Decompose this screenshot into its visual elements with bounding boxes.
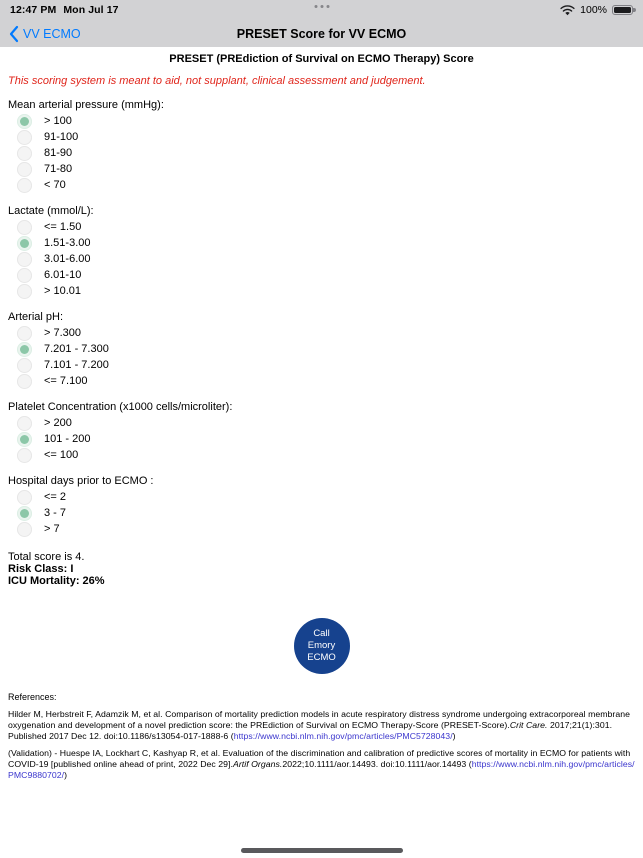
radio-icon[interactable]	[17, 522, 32, 537]
back-chevron-icon	[8, 25, 19, 43]
radio-option[interactable]	[0, 447, 643, 463]
icu-mortality-text: ICU Mortality: 26%	[8, 575, 105, 587]
references-heading: References:	[8, 692, 57, 702]
radio-selected-icon[interactable]	[17, 236, 32, 251]
reference-text: )	[452, 730, 456, 741]
radio-option-label: 1.51-3.00	[44, 237, 91, 249]
radio-icon[interactable]	[17, 448, 32, 463]
reference-link[interactable]: https://www.ncbi.nlm.nih.gov/pmc/articles/PMC9880702/	[8, 759, 635, 780]
radio-selected-icon[interactable]	[17, 114, 32, 129]
radio-option[interactable]	[0, 113, 643, 129]
reference-text: Hilder M, Herbstreit F, Adamzik M, et al. Comparison of mortality prediction models in acute respiratory distress syndrome undergoing extracorporeal membrane oxygenation and development of a novel prediction score: the PREdiction of Survival on ECMO Therapy-Score (PRESET-Score).	[8, 709, 631, 730]
back-button-label: VV ECMO	[23, 26, 81, 41]
radio-option[interactable]	[0, 325, 643, 341]
clock-time: 12:47 PM	[10, 4, 57, 16]
radio-group-mean-arterial-pressure	[0, 99, 643, 193]
multitasking-dots-icon	[314, 5, 329, 8]
radio-option[interactable]	[0, 145, 643, 161]
clock-date: Mon Jul 17	[63, 4, 119, 16]
radio-option[interactable]	[0, 161, 643, 177]
top-chrome	[0, 0, 643, 47]
call-button-line: Call	[313, 628, 330, 639]
radio-option-label: > 200	[44, 417, 72, 429]
radio-option-label: 3 - 7	[44, 507, 67, 519]
total-score-text: Total score is 4.	[8, 551, 85, 563]
radio-option-label: > 100	[44, 115, 72, 127]
nav-title: PRESET Score for VV ECMO	[236, 26, 407, 41]
radio-group-lactate	[0, 205, 643, 299]
radio-option-label: 91-100	[44, 131, 79, 143]
reference-text: (Validation) - Huespe IA, Lockhart C, Kashyap R, et al. Evaluation of the discrimination and calibration of predictive scores of mortality in ECMO for patients with COVID-19 [published online ahead of print, 2022 Dec 29].	[8, 748, 631, 770]
radio-option-label: > 10.01	[44, 285, 82, 297]
radio-option-label: <= 2	[44, 491, 67, 503]
battery-percent: 100%	[580, 4, 607, 16]
radio-icon[interactable]	[17, 252, 32, 267]
radio-option[interactable]	[0, 267, 643, 283]
group-label: Platelet Concentration (x1000 cells/microliter):	[8, 401, 233, 413]
radio-option-label: 6.01-10	[44, 269, 82, 281]
battery-icon	[612, 5, 633, 16]
score-results	[8, 551, 635, 587]
navigation-bar	[0, 20, 643, 47]
radio-group-platelet-concentration	[0, 401, 643, 463]
radio-option[interactable]	[0, 489, 643, 505]
radio-selected-icon[interactable]	[17, 432, 32, 447]
reference-item	[8, 748, 635, 780]
reference-text: )	[64, 769, 68, 780]
radio-option-label: 7.201 - 7.300	[44, 343, 109, 355]
radio-option-label: 3.01-6.00	[44, 253, 91, 265]
radio-option[interactable]	[0, 283, 643, 299]
radio-icon[interactable]	[17, 162, 32, 177]
radio-selected-icon[interactable]	[17, 506, 32, 521]
risk-class-text: Risk Class: I	[8, 563, 74, 575]
call-emory-ecmo-button[interactable]	[294, 618, 350, 674]
group-label: Arterial pH:	[8, 311, 64, 323]
radio-option-label: 81-90	[44, 147, 73, 159]
radio-option[interactable]	[0, 219, 643, 235]
radio-option[interactable]	[0, 373, 643, 389]
radio-option-label: <= 100	[44, 449, 79, 461]
wifi-icon	[560, 5, 575, 16]
radio-icon[interactable]	[17, 358, 32, 373]
radio-option[interactable]	[0, 505, 643, 521]
reference-journal: Crit Care.	[509, 719, 548, 730]
radio-selected-icon[interactable]	[17, 342, 32, 357]
radio-option[interactable]	[0, 177, 643, 193]
group-label: Lactate (mmol/L):	[8, 205, 94, 217]
disclaimer-text: This scoring system is meant to aid, not supplant, clinical assessment and judgement.	[8, 75, 426, 87]
main-content	[0, 47, 643, 781]
radio-option[interactable]	[0, 251, 643, 267]
radio-icon[interactable]	[17, 490, 32, 505]
call-button-line: ECMO	[307, 652, 336, 663]
radio-icon[interactable]	[17, 284, 32, 299]
radio-option[interactable]	[0, 415, 643, 431]
page-title: PRESET (PREdiction of Survival on ECMO Therapy) Score	[169, 53, 474, 65]
reference-link[interactable]: https://www.ncbi.nlm.nih.gov/pmc/articles/PMC5728043/	[233, 730, 453, 741]
reference-item	[8, 709, 635, 741]
radio-icon[interactable]	[17, 374, 32, 389]
radio-option-label: 7.101 - 7.200	[44, 359, 109, 371]
radio-option[interactable]	[0, 431, 643, 447]
radio-option-label: < 70	[44, 179, 66, 191]
home-indicator[interactable]	[241, 848, 403, 853]
reference-text: 2017;21(1):301. Published 2017 Dec 12. doi:10.1186/s13054-017-1888-6 (	[8, 719, 613, 741]
radio-icon[interactable]	[17, 130, 32, 145]
radio-icon[interactable]	[17, 220, 32, 235]
reference-text: 2022;10.1111/aor.14493. doi:10.1111/aor.14493 (	[282, 759, 472, 770]
radio-option[interactable]	[0, 341, 643, 357]
radio-option[interactable]	[0, 521, 643, 537]
radio-group-arterial-ph	[0, 311, 643, 389]
radio-option-label: 101 - 200	[44, 433, 91, 445]
radio-option[interactable]	[0, 235, 643, 251]
radio-icon[interactable]	[17, 178, 32, 193]
group-label: Hospital days prior to ECMO :	[8, 475, 154, 487]
radio-option-label: > 7.300	[44, 327, 82, 339]
status-bar	[0, 0, 643, 20]
radio-icon[interactable]	[17, 146, 32, 161]
radio-icon[interactable]	[17, 326, 32, 341]
radio-option[interactable]	[0, 129, 643, 145]
call-button-line: Emory	[307, 640, 336, 651]
radio-option-label: 71-80	[44, 163, 73, 175]
radio-option-label: <= 7.100	[44, 375, 88, 387]
radio-option-label: > 7	[44, 523, 60, 535]
reference-journal: Artif Organs.	[232, 759, 283, 770]
radio-option[interactable]	[0, 357, 643, 373]
group-label: Mean arterial pressure (mmHg):	[8, 99, 164, 111]
references-section	[8, 692, 635, 781]
back-button[interactable]	[0, 25, 81, 43]
radio-icon[interactable]	[17, 416, 32, 431]
radio-icon[interactable]	[17, 268, 32, 283]
radio-option-label: <= 1.50	[44, 221, 82, 233]
radio-group-hospital-days	[0, 475, 643, 537]
